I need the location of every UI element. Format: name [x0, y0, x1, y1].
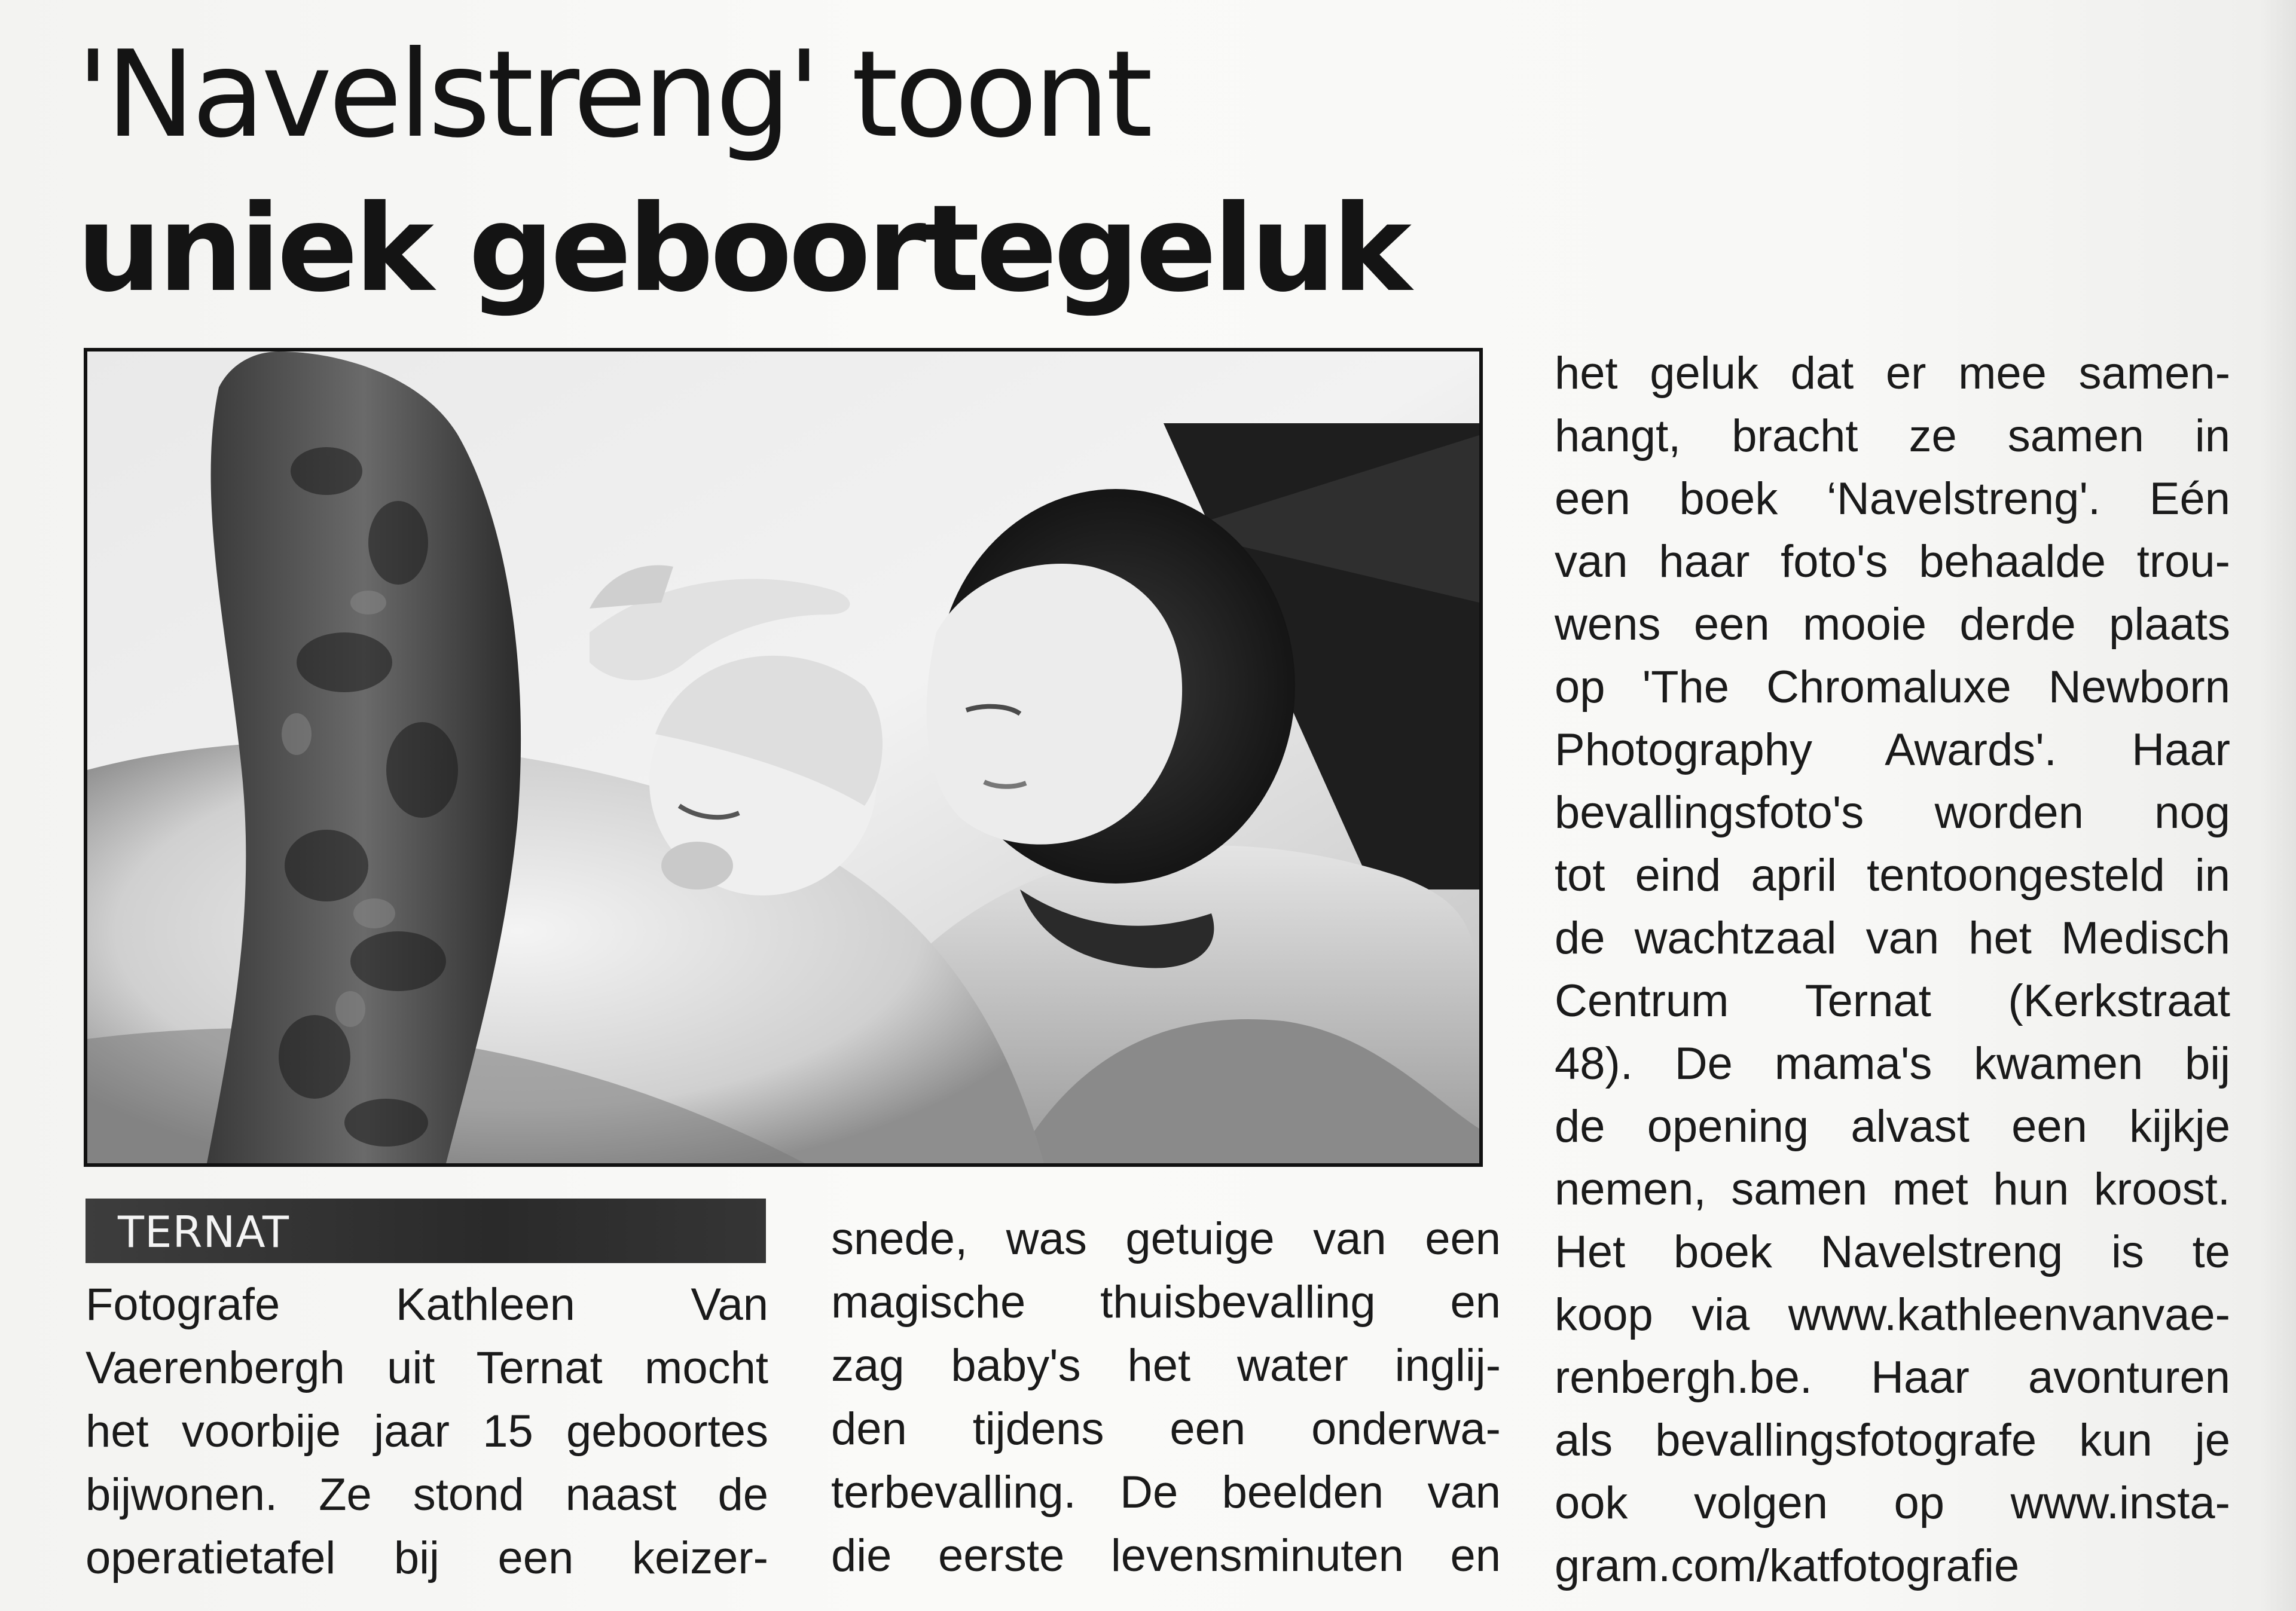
article-column-1	[86, 1273, 768, 1590]
birth-photo	[84, 348, 1483, 1167]
column-3-line: bevallingsfoto's worden nog	[1555, 787, 2230, 838]
column-3-line: tot eind april tentoongesteld in	[1555, 850, 2230, 901]
column-3-line: 48). De mama's kwamen bij	[1555, 1038, 2230, 1089]
column-3-line: als bevallingsfotografe kun je	[1555, 1415, 2230, 1466]
column-3-line: op 'The Chromaluxe Newborn	[1555, 662, 2230, 713]
column-3-line: Het boek Navelstreng is te	[1555, 1227, 2230, 1277]
column-2-line: zag baby's het water inglij-	[831, 1340, 1501, 1391]
article-column-2	[831, 1208, 1501, 1588]
column-1-line: operatietafel bij een keizer-	[86, 1533, 768, 1584]
column-1-line: het voorbije jaar 15 geboortes	[86, 1406, 768, 1457]
column-3-line: renbergh.be. Haar avonturen	[1555, 1352, 2230, 1403]
photo-image	[87, 351, 1479, 1163]
column-1-line: Vaerenbergh uit Ternat mocht	[86, 1343, 768, 1393]
column-2-line: snede, was getuige van een	[831, 1213, 1501, 1264]
column-3-line: gram.com/katfotografie	[1555, 1540, 2020, 1591]
headline-line-1: 'Navelstreng' toont	[77, 25, 1150, 164]
article-column-3	[1555, 342, 2230, 1597]
column-3-line: hangt, bracht ze samen in	[1555, 411, 2230, 461]
column-1-line: bijwonen. Ze stond naast de	[86, 1469, 768, 1520]
column-3-line: wens een mooie derde plaats	[1555, 599, 2230, 650]
column-2-line: terbevalling. De beelden van	[831, 1467, 1501, 1518]
column-2-line: magische thuisbevalling en	[831, 1277, 1501, 1328]
column-3-line: het geluk dat er mee samen-	[1555, 348, 2230, 399]
column-3-line: Centrum Ternat (Kerkstraat	[1555, 976, 2230, 1026]
column-1-line: Fotografe Kathleen Van	[86, 1279, 768, 1330]
section-tag-label: TERNAT	[118, 1207, 290, 1257]
column-3-line: koop via www.kathleenvanvae-	[1555, 1289, 2230, 1340]
column-3-line: de opening alvast een kijkje	[1555, 1101, 2230, 1152]
column-3-line: de wachtzaal van het Medisch	[1555, 913, 2230, 964]
column-3-line: ook volgen op www.insta-	[1555, 1478, 2230, 1529]
column-3-line: van haar foto's behaalde trou-	[1555, 536, 2230, 587]
column-3-line: een boek ‘Navelstreng'. Eén	[1555, 473, 2230, 524]
column-3-line: Photography Awards'. Haar	[1555, 725, 2230, 775]
column-2-line: die eerste levensminuten en	[831, 1530, 1501, 1581]
column-3-line: nemen, samen met hun kroost.	[1555, 1164, 2230, 1215]
headline-line-2: uniek geboortegeluk	[77, 179, 1409, 319]
section-tag	[86, 1199, 766, 1263]
page-edge-shadow	[2260, 0, 2296, 1611]
column-2-line: den tijdens een onderwa-	[831, 1404, 1501, 1454]
